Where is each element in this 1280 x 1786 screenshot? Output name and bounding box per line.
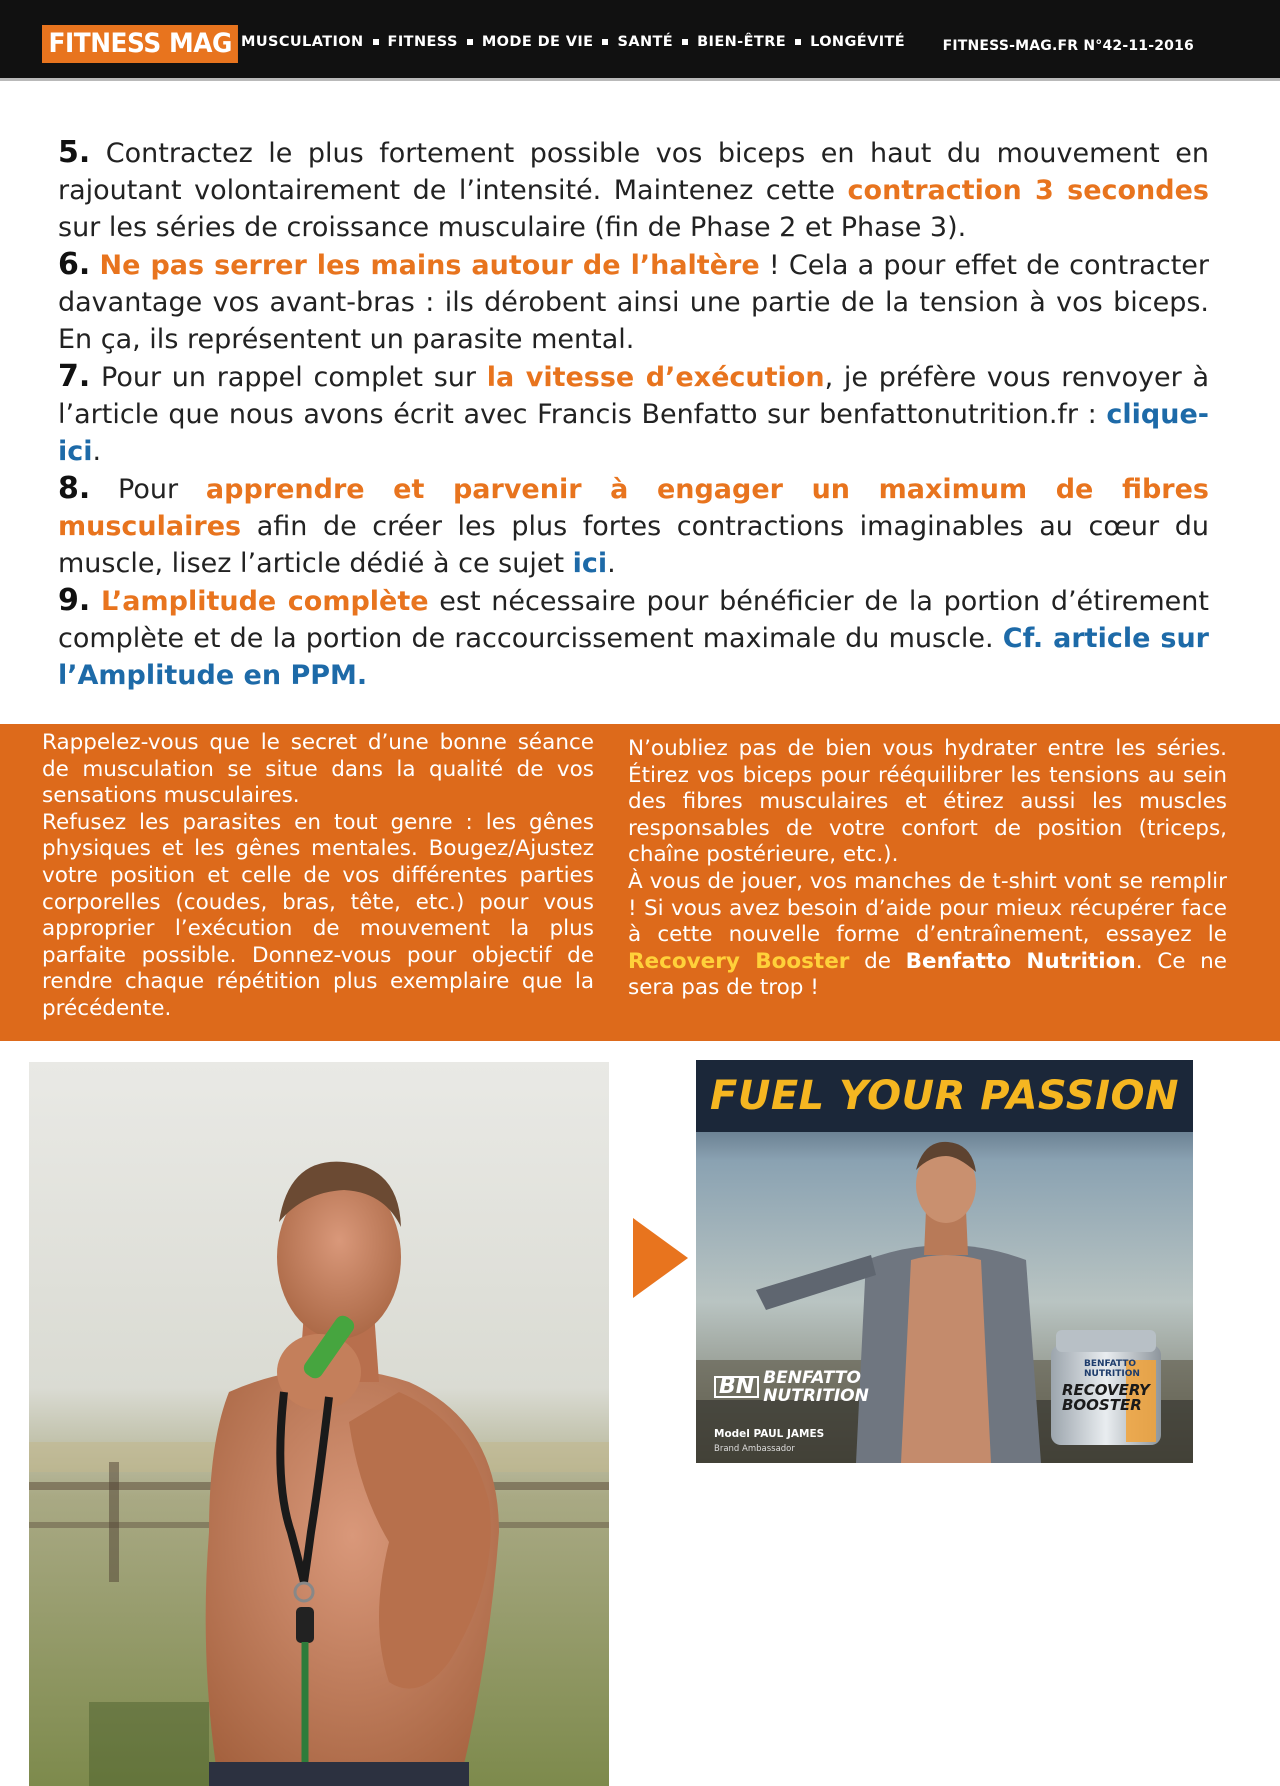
- tips-text: de: [849, 948, 906, 974]
- tips-box: [0, 724, 1280, 1041]
- benfatto-logo: [714, 1369, 869, 1405]
- nav-separator: [373, 39, 379, 45]
- nav-item-fitness[interactable]: FITNESS: [387, 34, 458, 50]
- tips-paragraph: N’oubliez pas de bien vous hydrater entre les séries. Étirez vos biceps pour rééquilibrer les tensions au sein des fibres musculaires et étirez aussi les muscles responsables de votre confort de position (triceps, chaîne postérieure, etc.).: [628, 736, 1227, 868]
- clique-ici-link[interactable]: clique-ici: [58, 399, 1209, 467]
- brand-line: NUTRITION: [763, 1386, 869, 1406]
- step-list: [58, 134, 1209, 694]
- tub-brand-label: BENFATTO NUTRITION: [1084, 1359, 1140, 1379]
- tub-name-line: BOOSTER: [1062, 1396, 1142, 1414]
- section-nav: [241, 34, 905, 50]
- step-highlight: Ne pas serrer les mains autour de l’haltère: [99, 250, 760, 281]
- step-8: [58, 470, 1209, 582]
- step-text: afin de créer les plus fortes contractions imaginables au cœur du muscle, lisez l’article dédié à ce sujet: [58, 511, 1209, 579]
- athlete-photo-illustration: [29, 1062, 609, 1786]
- step-highlight: la vitesse d’exécution: [486, 362, 825, 393]
- step-highlight: contraction 3 secondes: [847, 175, 1209, 206]
- step-text: ! Cela a pour effet de contracter davantage vos avant-bras : ils dérobent ainsi une partie de la tension à vos biceps. En ça, ils représentent un parasite mental.: [58, 250, 1209, 355]
- tips-paragraph: [628, 869, 1227, 1002]
- step-highlight: apprendre et parvenir à engager un maximum de fibres musculaires: [58, 474, 1209, 542]
- athlete-photo: [29, 1062, 609, 1786]
- step-text: .: [92, 436, 102, 467]
- arrow-right-icon: [633, 1218, 688, 1298]
- nav-separator: [682, 39, 688, 45]
- recovery-booster-highlight[interactable]: Recovery Booster: [628, 948, 850, 974]
- ad-headline: FUEL YOUR PASSION: [710, 1073, 1179, 1119]
- step-number: 9.: [58, 583, 91, 618]
- nav-separator: [467, 39, 473, 45]
- tips-right-column: [628, 736, 1227, 1002]
- nav-item-musculation[interactable]: MUSCULATION: [241, 34, 364, 50]
- step-text: .: [607, 548, 616, 579]
- page-header: [0, 0, 1280, 78]
- nav-item-sante[interactable]: SANTÉ: [617, 34, 674, 50]
- magazine-logo[interactable]: FITNESS MAG: [42, 25, 238, 63]
- tub-name-line: RECOVERY: [1062, 1381, 1150, 1399]
- tips-text: À vous de jouer, vos manches de t-shirt vont se remplir ! Si vous avez besoin d’aide pour mieux récupérer face à cette nouvelle forme d’entraînement, essayez le: [628, 868, 1227, 948]
- brand-name: Benfatto Nutrition: [905, 948, 1136, 974]
- nav-item-bien-etre[interactable]: BIEN-ÊTRE: [697, 34, 787, 50]
- nav-item-longevite[interactable]: LONGÉVITÉ: [810, 34, 906, 50]
- tips-paragraph: Refusez les parasites en tout genre : les gênes physiques et les gênes mentales. Bougez/Ajustez votre position et celle de vos différentes parties corporelles (coudes, bras, tête, etc.) pour vous approprier l’exécution de mouvement la plus parfaite possible. Donnez-vous pour objectif de rendre chaque répétition plus exemplaire que la précédente.: [42, 809, 594, 1021]
- step-text: , je préfère vous renvoyer à l’article que nous avons écrit avec Francis Benfatto sur benfattonutrition.fr :: [58, 362, 1209, 430]
- nav-separator: [602, 39, 608, 45]
- step-6: [58, 246, 1209, 358]
- step-text: Contractez le plus fortement possible vos biceps en haut du mouvement en rajoutant volontairement de l’intensité. Maintenez cette: [58, 138, 1209, 206]
- amplitude-article-link[interactable]: Cf. article sur l’Amplitude en PPM.: [58, 623, 1209, 691]
- tub-product-name: [1062, 1383, 1150, 1413]
- ici-link[interactable]: ici: [572, 548, 608, 579]
- step-9: [58, 582, 1209, 694]
- step-number: 5.: [58, 135, 91, 170]
- ad-ambassador-label: Brand Ambassador: [714, 1444, 795, 1454]
- step-number: 7.: [58, 359, 91, 394]
- step-text: est nécessaire pour bénéficier de la portion d’étirement complète et de la portion de raccourcissement maximale du muscle.: [58, 586, 1209, 654]
- ad-model-credit: Model PAUL JAMES: [714, 1428, 825, 1440]
- benfatto-ad[interactable]: [696, 1060, 1193, 1463]
- step-7: [58, 358, 1209, 470]
- brand-line: BENFATTO: [763, 1368, 861, 1388]
- tips-paragraph: Rappelez-vous que le secret d’une bonne séance de musculation se situe dans la qualité de vos sensations musculaires.: [42, 730, 594, 809]
- issue-number: FITNESS-MAG.FR N°42-11-2016: [942, 38, 1194, 54]
- nav-separator: [795, 39, 801, 45]
- step-text: Pour un rappel complet sur: [90, 362, 487, 393]
- bn-mark: BN: [714, 1376, 759, 1398]
- step-text: sur les séries de croissance musculaire (fin de Phase 2 et Phase 3).: [58, 212, 967, 243]
- tips-left-column: [42, 730, 594, 1023]
- header-divider: [0, 78, 1280, 81]
- step-number: 6.: [58, 247, 91, 282]
- nav-item-mode-de-vie[interactable]: MODE DE VIE: [481, 34, 594, 50]
- step-number: 8.: [58, 471, 91, 506]
- step-highlight: L’amplitude complète: [101, 586, 429, 617]
- step-5: [58, 134, 1209, 246]
- tips-text: . Ce ne sera pas de trop !: [628, 948, 1227, 1001]
- step-text: Pour: [90, 474, 206, 505]
